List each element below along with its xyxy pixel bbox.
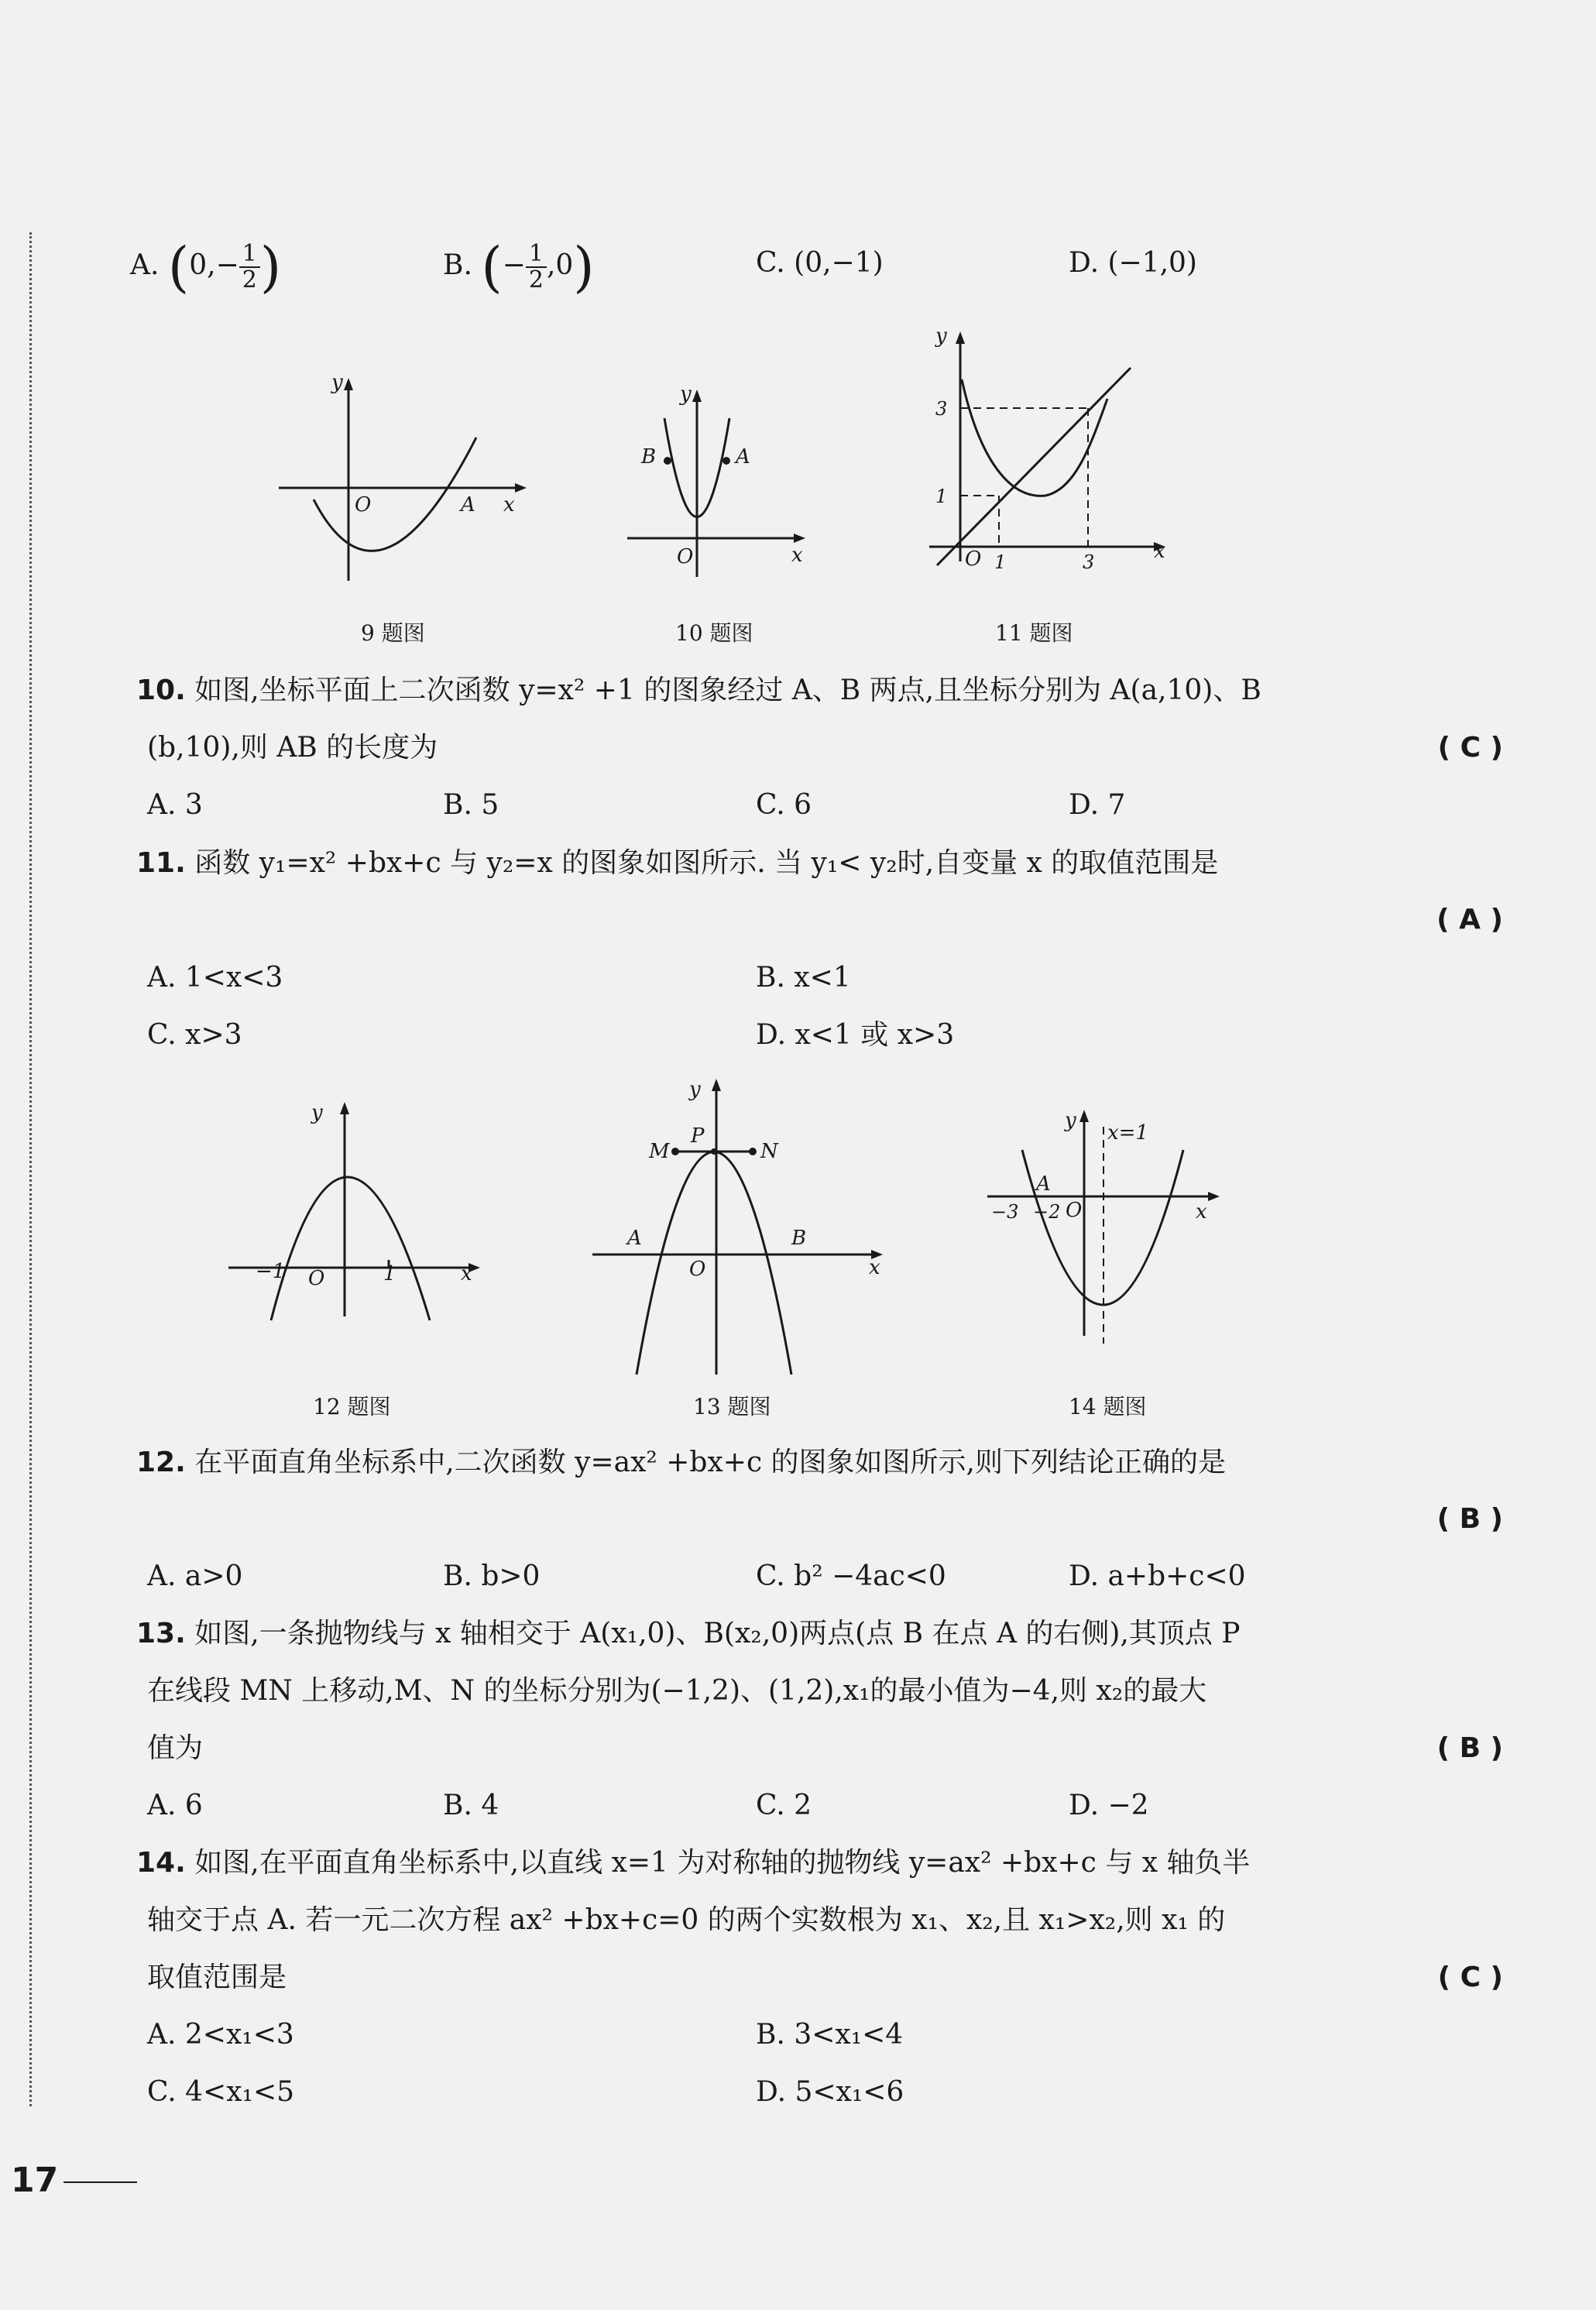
fig14-x-label: x [1196, 1200, 1207, 1224]
q11-line-1: 11. 函数 y₁=x² +bx+c 与 y₂=x 的图象如图所示. 当 y₁< y₂时,自变量 x 的取值范围是 [136, 847, 1219, 879]
q10-number: 10. [136, 674, 186, 706]
page-number: 17 [11, 2161, 59, 2200]
figure-12 [225, 1096, 496, 1320]
q11-option-d[interactable]: D. x<1 或 x>3 [756, 1019, 955, 1051]
q13-number: 13. [136, 1618, 186, 1649]
fig13-x-label: x [869, 1256, 880, 1279]
q12-line-1: 12. 在平面直角坐标系中,二次函数 y=ax² +bx+c 的图象如图所示,则下列结论正确的是 [136, 1447, 1226, 1478]
q12-option-a[interactable]: A. a>0 [147, 1560, 243, 1592]
fig12-y-label: y [311, 1101, 323, 1124]
q10-option-d[interactable]: D. 7 [1069, 789, 1126, 821]
q13-line-3: 值为 [147, 1732, 204, 1764]
fig10-caption: 10 题图 [675, 620, 753, 646]
fig14-y-label: y [1065, 1109, 1076, 1132]
q14-number: 14. [136, 1847, 186, 1879]
fig11-caption: 11 题图 [995, 620, 1073, 646]
fig10-x-label: x [791, 544, 803, 567]
q13-option-a[interactable]: A. 6 [147, 1790, 203, 1821]
q14-option-b[interactable]: B. 3<x₁<4 [756, 2019, 904, 2051]
q14-option-c[interactable]: C. 4<x₁<5 [147, 2076, 295, 2108]
q9-option-a[interactable]: A. (0,− $\frac{1}{2}$ ) [130, 235, 282, 299]
fig11-tick-3: 3 [935, 398, 948, 420]
figure-11 [922, 325, 1177, 573]
fig14-tick-neg2: −2 [1033, 1201, 1061, 1223]
q11-option-a[interactable]: A. 1<x<3 [147, 962, 283, 994]
q12-number: 12. [136, 1447, 186, 1478]
q12-option-c[interactable]: C. b² −4ac<0 [756, 1560, 946, 1592]
q14-option-d[interactable]: D. 5<x₁<6 [756, 2076, 904, 2108]
fig11-x-tick-3: 3 [1083, 551, 1095, 573]
q10-option-a[interactable]: A. 3 [147, 789, 203, 821]
fig13-a-label: A [627, 1227, 642, 1250]
fig11-tick-1: 1 [935, 486, 948, 507]
figure-10 [620, 383, 813, 585]
fig10-y-label: y [680, 383, 692, 406]
q13-option-b[interactable]: B. 4 [443, 1790, 499, 1821]
fig13-y-label: y [689, 1078, 701, 1101]
fig12-tick-1: 1 [383, 1262, 396, 1285]
fig11-origin-label: O [965, 547, 982, 571]
fig14-tick-neg3: −3 [991, 1201, 1019, 1223]
q13-option-c[interactable]: C. 2 [756, 1790, 812, 1821]
figure-14 [983, 1104, 1254, 1351]
q12-answer: ( B ) [1436, 1503, 1503, 1535]
fig12-tick-neg1: −1 [256, 1260, 286, 1283]
fig9-a-label: A [461, 493, 475, 517]
q11-option-b[interactable]: B. x<1 [756, 962, 851, 994]
q12-option-b[interactable]: B. b>0 [443, 1560, 541, 1592]
figure-9 [271, 372, 534, 604]
q14-line-2: 轴交于点 A. 若一元二次方程 ax² +bx+c=0 的两个实数根为 x₁、x₂,且 x₁>x₂,则 x₁ 的 [147, 1904, 1226, 1936]
q11-option-c[interactable]: C. x>3 [147, 1019, 242, 1051]
fig10-a-label: A [736, 445, 750, 469]
fig13-m-label: M [649, 1140, 670, 1163]
fig12-origin-label: O [308, 1267, 325, 1290]
q14-line-3: 取值范围是 [147, 1962, 287, 1993]
q9-option-c[interactable]: C. (0,−1) [756, 247, 884, 279]
q13-line-1: 13. 如图,一条抛物线与 x 轴相交于 A(x₁,0)、B(x₂,0)两点(点 B 在点 A 的右侧),其顶点 P [136, 1618, 1241, 1649]
q10-option-b[interactable]: B. 5 [443, 789, 499, 821]
page-number-rule [63, 2181, 137, 2183]
fig9-origin-label: O [355, 493, 372, 517]
fig10-origin-label: O [677, 545, 694, 568]
q12-option-d[interactable]: D. a+b+c<0 [1069, 1560, 1246, 1592]
fig13-b-label: B [791, 1227, 807, 1250]
fig14-caption: 14 题图 [1069, 1394, 1147, 1419]
q10-line-2: (b,10),则 AB 的长度为 [147, 732, 438, 764]
q10-line-1: 10. 如图,坐标平面上二次函数 y=x² +1 的图象经过 A、B 两点,且坐标分别为 A(a,10)、B [136, 674, 1261, 706]
q11-number: 11. [136, 847, 186, 879]
q9-option-d[interactable]: D. (−1,0) [1069, 247, 1197, 279]
fig14-a-label: A [1036, 1172, 1051, 1196]
fig9-x-label: x [503, 493, 515, 517]
figure-13 [589, 1073, 898, 1375]
binding-margin-line [29, 232, 32, 2106]
q13-answer: ( B ) [1436, 1732, 1503, 1764]
q14-line-1: 14. 如图,在平面直角坐标系中,以直线 x=1 为对称轴的抛物线 y=ax² +bx+c 与 x 轴负半 [136, 1847, 1251, 1879]
fig9-y-label: y [331, 371, 343, 394]
q13-option-d[interactable]: D. −2 [1069, 1790, 1149, 1821]
q14-answer: ( C ) [1437, 1962, 1503, 1993]
q11-answer: ( A ) [1436, 904, 1503, 935]
q10-option-c[interactable]: C. 6 [756, 789, 812, 821]
fig11-y-label: y [935, 324, 947, 348]
q10-answer: ( C ) [1437, 732, 1503, 764]
fig14-axis-label: x=1 [1107, 1121, 1148, 1145]
q9-option-b[interactable]: B. (− $\frac{1}{2}$ ,0) [443, 235, 595, 299]
fig12-x-label: x [461, 1262, 472, 1285]
fig13-n-label: N [760, 1140, 778, 1163]
fig11-x-label: x [1154, 540, 1165, 563]
q14-option-a[interactable]: A. 2<x₁<3 [147, 2019, 294, 2051]
fig14-origin-label: O [1066, 1199, 1083, 1222]
fig11-x-tick-1: 1 [994, 551, 1007, 573]
fig13-origin-label: O [689, 1258, 706, 1281]
fig13-caption: 13 题图 [693, 1394, 771, 1419]
q13-line-2: 在线段 MN 上移动,M、N 的坐标分别为(−1,2)、(1,2),x₁的最小值为−4,则 x₂的最大 [147, 1675, 1207, 1707]
fig10-b-label: B [641, 445, 657, 469]
fig13-p-label: P [691, 1124, 705, 1148]
fig9-caption: 9 题图 [361, 620, 425, 646]
fig12-caption: 12 题图 [313, 1394, 391, 1419]
